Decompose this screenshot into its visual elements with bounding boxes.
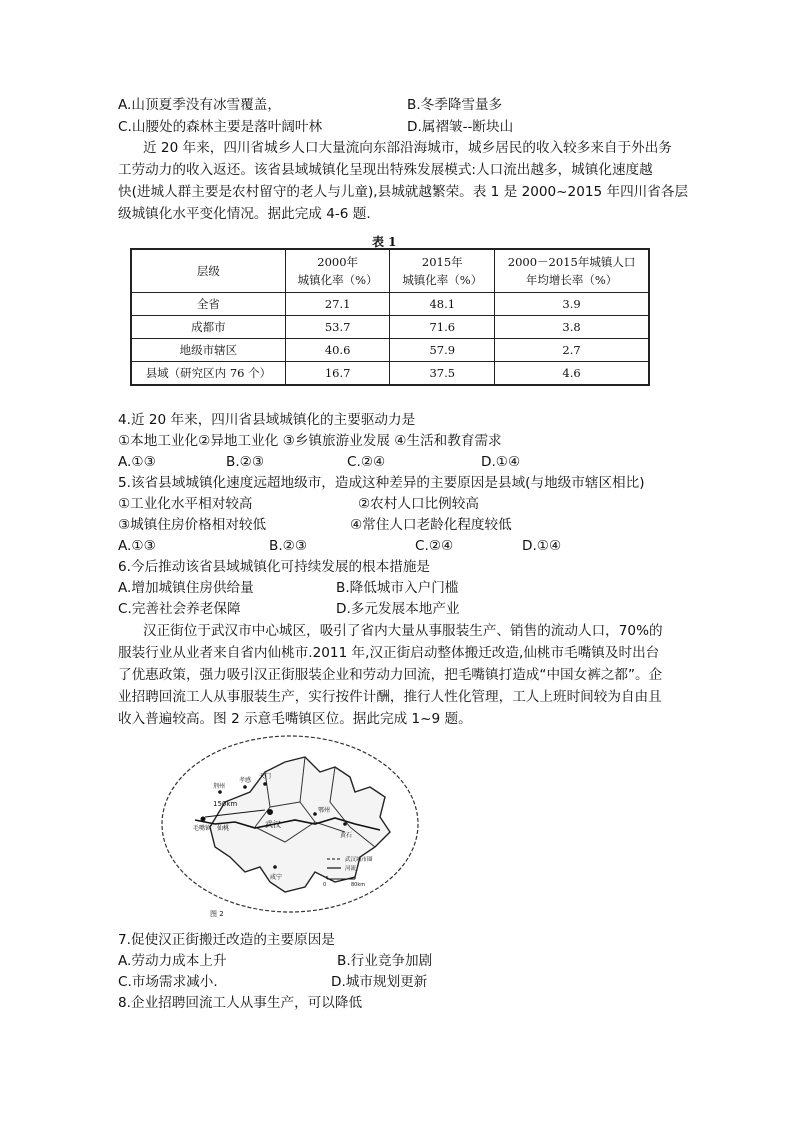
row-2000: 40.6 bbox=[285, 339, 390, 362]
row-growth: 3.8 bbox=[495, 316, 649, 339]
passage2-line5: 收入普遍较高。图 2 示意毛嘴镇区位。据此完成 1~9 题。 bbox=[118, 711, 472, 727]
label-xiaogan: 孝感 bbox=[239, 777, 252, 784]
table1-header-row bbox=[131, 249, 649, 293]
passage2-line4: 业招聘回流工人从事服装生产，实行按件计酬，推行人性化管理，工人上班时间较为自由且 bbox=[118, 689, 662, 705]
row-growth: 4.6 bbox=[495, 362, 649, 386]
header-2015-line2: 城镇化率（%） bbox=[402, 273, 483, 287]
scale-length: 80km bbox=[351, 882, 366, 888]
passage1-line1: 近 20 年来，四川省城乡人口大量流向东部沿海城市，城乡居民的收入较多来自于外出务 bbox=[143, 140, 672, 156]
header-2015-line1: 2015年 bbox=[421, 255, 463, 269]
row-2015: 48.1 bbox=[390, 293, 495, 316]
q4-option-a: A.①③ bbox=[118, 454, 156, 470]
passage2-line2: 服装行业从业者来自省内仙桃市.2011 年,汉正街启动整体搬迁改造,仙桃市毛嘴镇及时出台 bbox=[118, 645, 660, 661]
row-2015: 71.6 bbox=[390, 316, 495, 339]
scale-zero: 0 bbox=[323, 882, 327, 888]
table-row bbox=[131, 339, 649, 362]
header-2000-line1: 2000年 bbox=[317, 255, 359, 269]
passage2-line1: 汉正街位于武汉市中心城区，吸引了省内大量从事服装生产、销售的流动人口，70%的 bbox=[143, 623, 663, 639]
city-point-huangshi bbox=[343, 822, 347, 826]
q7-stem: 7.促使汉正街搬迁改造的主要原因是 bbox=[118, 932, 335, 948]
label-jingzhou: 荆州 bbox=[213, 783, 226, 790]
passage2-line3: 了优惠政策，强力吸引汉正街服装企业和劳动力回流，把毛嘴镇打造成“中国女裤之都”。企 bbox=[118, 667, 663, 683]
q6-stem: 6.今后推动该省县域城镇化可持续发展的根本措施是 bbox=[118, 559, 431, 575]
q6-option-b: B.降低城市入户门槛 bbox=[336, 580, 459, 596]
city-point-wuhan bbox=[267, 809, 273, 815]
q3-option-a: A.山顶夏季没有冰雪覆盖， bbox=[118, 97, 281, 113]
row-2015: 57.9 bbox=[390, 339, 495, 362]
row-growth: 3.9 bbox=[495, 293, 649, 316]
passage1-line3: 快(进城人群主要是农村留守的老人与儿童),县城就越繁荣。表 1 是 2000~2015 年四川省各层 bbox=[118, 184, 689, 200]
q5-option-a: A.①③ bbox=[118, 538, 156, 554]
label-tianmen: 天门 bbox=[259, 773, 272, 780]
q7-option-d: D.城市规划更新 bbox=[331, 974, 428, 990]
city-point-xiaogan bbox=[243, 785, 247, 789]
q6-option-c: C.完善社会养老保障 bbox=[118, 601, 241, 617]
table1-caption: 表 1 bbox=[372, 235, 397, 249]
row-2000: 27.1 bbox=[285, 293, 390, 316]
q7-option-a: A.劳动力成本上升 bbox=[118, 953, 227, 969]
q4-option-b: B.②③ bbox=[226, 454, 265, 470]
table-row bbox=[131, 362, 649, 386]
header-2000-line2: 城镇化率（%） bbox=[297, 273, 378, 287]
q6-option-a: A.增加城镇住房供给量 bbox=[118, 580, 254, 596]
passage1-line4: 级城镇化水平变化情况。据此完成 4-6 题. bbox=[118, 206, 371, 222]
label-xiantao: 仙桃 bbox=[217, 825, 230, 832]
city-point-jingzhou bbox=[218, 790, 222, 794]
q5-item-4: ④常住人口老龄化程度较低 bbox=[350, 517, 512, 533]
figure2-map bbox=[155, 732, 515, 922]
q5-item-2: ②农村人口比例较高 bbox=[358, 496, 479, 512]
q4-items: ①本地工业化②异地工业化 ③乡镇旅游业发展 ④生活和教育需求 bbox=[118, 433, 502, 449]
legend-river-label: 河流 bbox=[345, 866, 357, 872]
q5-option-d: D.①④ bbox=[522, 538, 562, 554]
row-growth: 2.7 bbox=[495, 339, 649, 362]
q7-option-b: B.行业竞争加剧 bbox=[337, 953, 433, 969]
q5-stem: 5.该省县域城镇化速度远超地级市，造成这种差异的主要原因是县域(与地级市辖区相比) bbox=[118, 475, 645, 491]
header-2015 bbox=[390, 249, 495, 293]
row-level: 县域（研究区内 76 个） bbox=[131, 362, 285, 386]
passage1-line2: 工劳动力的收入返还。该省县域城镇化呈现出特殊发展模式:人口流出越多，城镇化速度越 bbox=[118, 162, 653, 178]
label-ezhou: 鄂州 bbox=[318, 807, 331, 814]
q5-option-c: C.②④ bbox=[415, 538, 454, 554]
q6-option-d: D.多元发展本地产业 bbox=[336, 601, 460, 617]
label-maozui: 毛嘴镇 bbox=[193, 825, 212, 832]
q4-option-d: D.①④ bbox=[481, 454, 521, 470]
city-point-xianning bbox=[273, 865, 277, 869]
header-2000 bbox=[285, 249, 390, 293]
table-row bbox=[131, 293, 649, 316]
row-2015: 37.5 bbox=[390, 362, 495, 386]
q5-item-1: ①工业化水平相对较高 bbox=[118, 496, 253, 512]
q7-option-c: C.市场需求减小. bbox=[118, 974, 218, 990]
q8-stem: 8.企业招聘回流工人从事生产，可以降低 bbox=[118, 995, 363, 1011]
label-huangshi: 黄石 bbox=[340, 832, 353, 839]
label-distance: 150km bbox=[213, 800, 238, 808]
header-growth bbox=[495, 249, 649, 293]
city-point-tianmen bbox=[263, 782, 267, 786]
legend-boundary-label: 武汉城市圈 bbox=[345, 857, 373, 863]
q4-stem: 4.近 20 年来，四川省县域城镇化的主要驱动力是 bbox=[118, 412, 416, 428]
city-point-ezhou bbox=[313, 812, 317, 816]
header-level: 层级 bbox=[131, 249, 285, 293]
label-wuhan: 武汉 bbox=[265, 820, 281, 829]
table-row bbox=[131, 316, 649, 339]
header-growth-line1: 2000－2015年城镇人口 bbox=[507, 255, 636, 269]
row-2000: 53.7 bbox=[285, 316, 390, 339]
header-growth-line2: 年均增长率（%） bbox=[525, 273, 618, 287]
city-point-maozui bbox=[201, 817, 206, 822]
q4-option-c: C.②④ bbox=[347, 454, 386, 470]
row-level: 成都市 bbox=[131, 316, 285, 339]
row-level: 地级市辖区 bbox=[131, 339, 285, 362]
label-xianning: 咸宁 bbox=[270, 874, 283, 881]
q5-item-3: ③城镇住房价格相对较低 bbox=[118, 517, 267, 533]
table1 bbox=[130, 248, 650, 386]
q3-option-b: B.冬季降雪量多 bbox=[407, 97, 503, 113]
row-2000: 16.7 bbox=[285, 362, 390, 386]
row-level: 全省 bbox=[131, 293, 285, 316]
region-outline bbox=[210, 757, 390, 892]
figure2-caption: 图 2 bbox=[210, 910, 224, 918]
q3-option-c: C.山腰处的森林主要是落叶阔叶林 bbox=[118, 119, 323, 135]
q5-option-b: B.②③ bbox=[269, 538, 308, 554]
q3-option-d: D.属褶皱--断块山 bbox=[407, 119, 514, 135]
